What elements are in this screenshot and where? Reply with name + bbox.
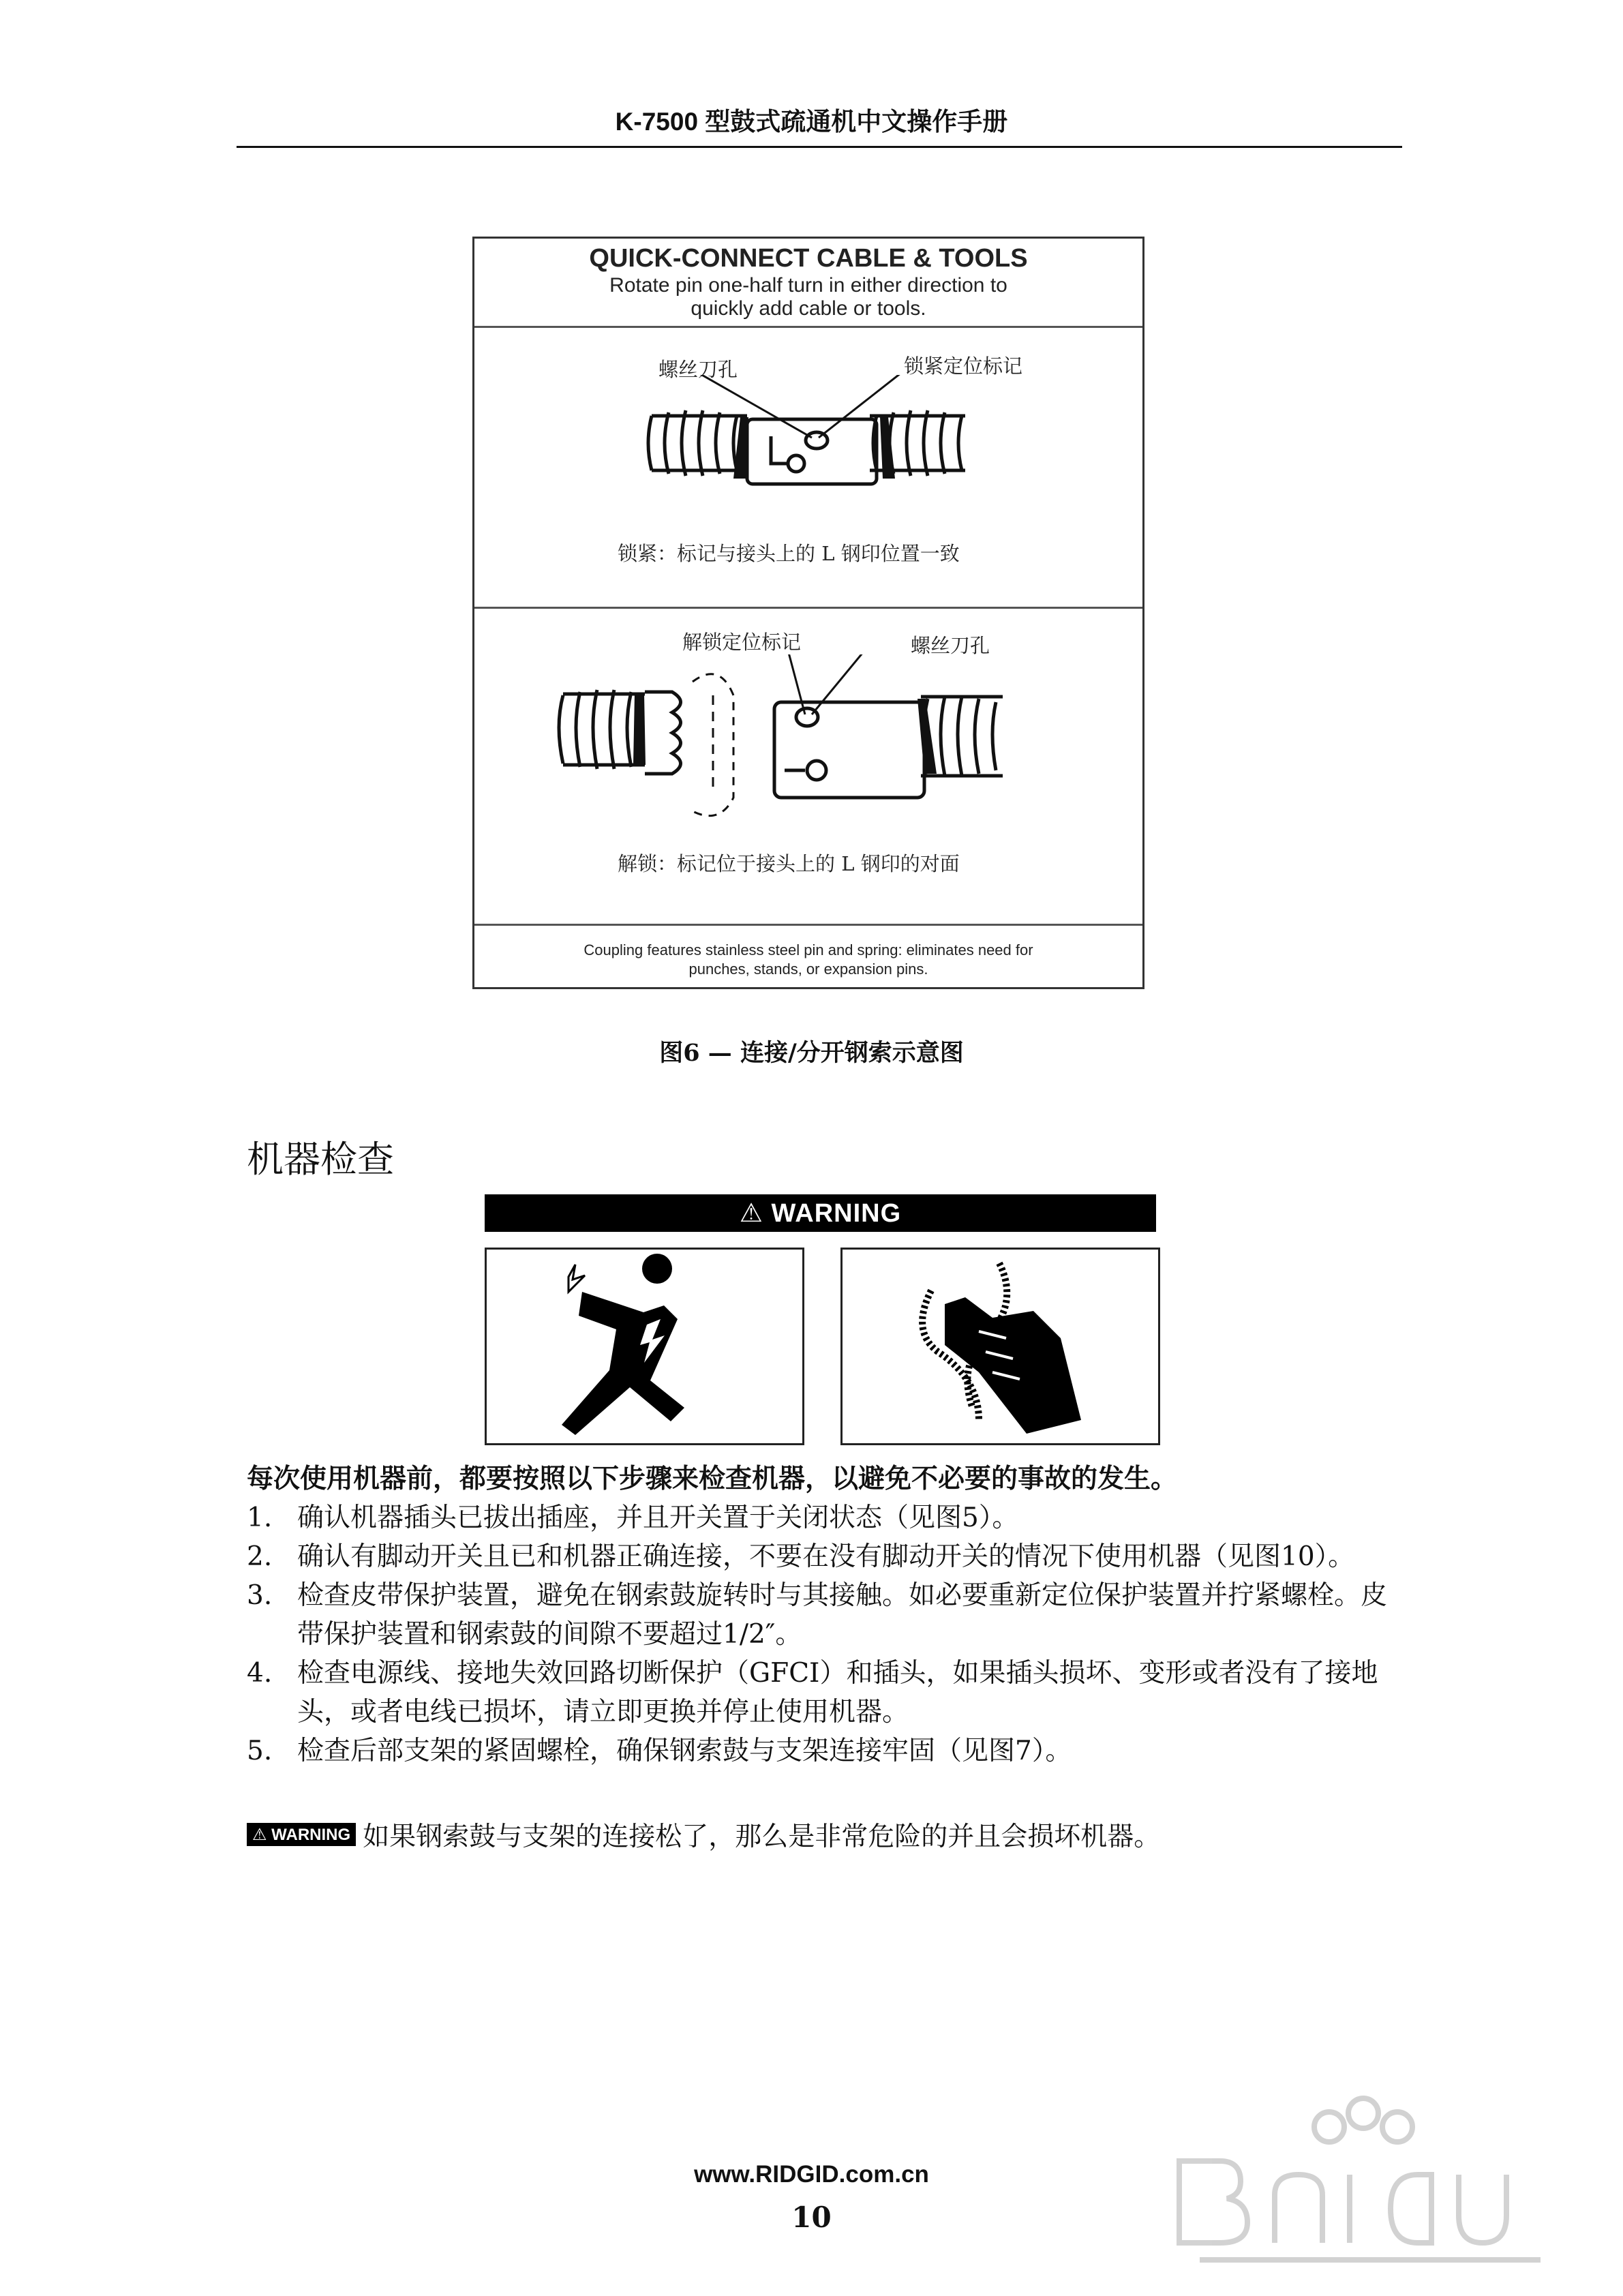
electric-shock-icon: [487, 1250, 802, 1443]
locked-coupling-drawing: [638, 375, 1020, 511]
list-item: 5. 检查后部支架的紧固螺栓，确保钢索鼓与支架连接牢固（见图7）。: [247, 1736, 1072, 1766]
section-title: 机器检查: [247, 1138, 394, 1181]
inspection-intro: 每次使用机器前，都要按照以下步骤来检查机器，以避免不必要的事故的发生。: [247, 1463, 1178, 1494]
final-warning-text: 如果钢索鼓与支架的连接松了，那么是非常危险的并且会损坏机器。: [363, 1822, 1161, 1852]
final-warning: [247, 1815, 1160, 1854]
watermark-logo: [1159, 2086, 1568, 2277]
figure-divider-bottom: [474, 924, 1142, 926]
quick-connect-figure: [472, 237, 1144, 989]
footer-url: www.RIDGID.com.cn: [694, 2161, 929, 2188]
figure-divider-top: [474, 326, 1142, 328]
figure-footnote: Coupling features stainless steel pin and spring: eliminates need for punches, stands, or expansion pins.: [583, 941, 1033, 978]
entanglement-pictogram: [840, 1248, 1160, 1445]
figure-caption: 图6 — 连接/分开钢索示意图: [659, 1039, 964, 1067]
list-item: 4. 检查电源线、接地失效回路切断保护（GFCI）和插头，如果插头损坏、变形或者没有了接地头，或者电线已损坏，请立即更换并停止使用机器。: [247, 1658, 1378, 1727]
lock-caption: 锁紧：标记与接头上的 L 钢印位置一致: [618, 542, 960, 565]
unlock-hole-label: 螺丝刀孔: [911, 634, 990, 657]
lock-hole-label: 螺丝刀孔: [658, 358, 738, 381]
list-item: 3. 检查皮带保护装置，避免在钢索鼓旋转时与其接触。如必要重新定位保护装置并拧紧螺栓。皮带保护装置和钢索鼓的间隙不要超过1/2″。: [247, 1580, 1388, 1650]
unlocked-coupling-drawing: [549, 654, 1095, 832]
list-item: 1. 确认机器插头已拔出插座，并且开关置于关闭状态（见图5）。: [247, 1502, 1019, 1533]
warning-banner: ⚠ WARNING: [485, 1194, 1156, 1232]
unlock-caption: 解锁：标记位于接头上的 L 钢印的对面: [618, 852, 960, 875]
electric-shock-pictogram: [485, 1248, 804, 1445]
figure-divider-mid: [474, 607, 1142, 609]
hand-cable-entanglement-icon: [843, 1250, 1158, 1443]
list-item: 2. 确认有脚动开关且已和机器正确连接，不要在没有脚动开关的情况下使用机器（见图10）。: [247, 1541, 1355, 1572]
figure-title: QUICK-CONNECT CABLE & TOOLS: [589, 244, 1028, 273]
page-number: 10: [791, 2201, 832, 2234]
warning-label-inline: ⚠ WARNING: [247, 1823, 356, 1846]
lock-mark-label: 锁紧定位标记: [904, 354, 1023, 378]
inspection-steps: [247, 1498, 1392, 1770]
unlock-mark-label: 解锁定位标记: [682, 631, 802, 654]
figure-subtitle: Rotate pin one-half turn in either direction to quickly add cable or tools.: [609, 274, 1007, 320]
header-rule: [237, 146, 1402, 148]
document-title: K-7500 型鼓式疏通机中文操作手册: [615, 108, 1008, 136]
